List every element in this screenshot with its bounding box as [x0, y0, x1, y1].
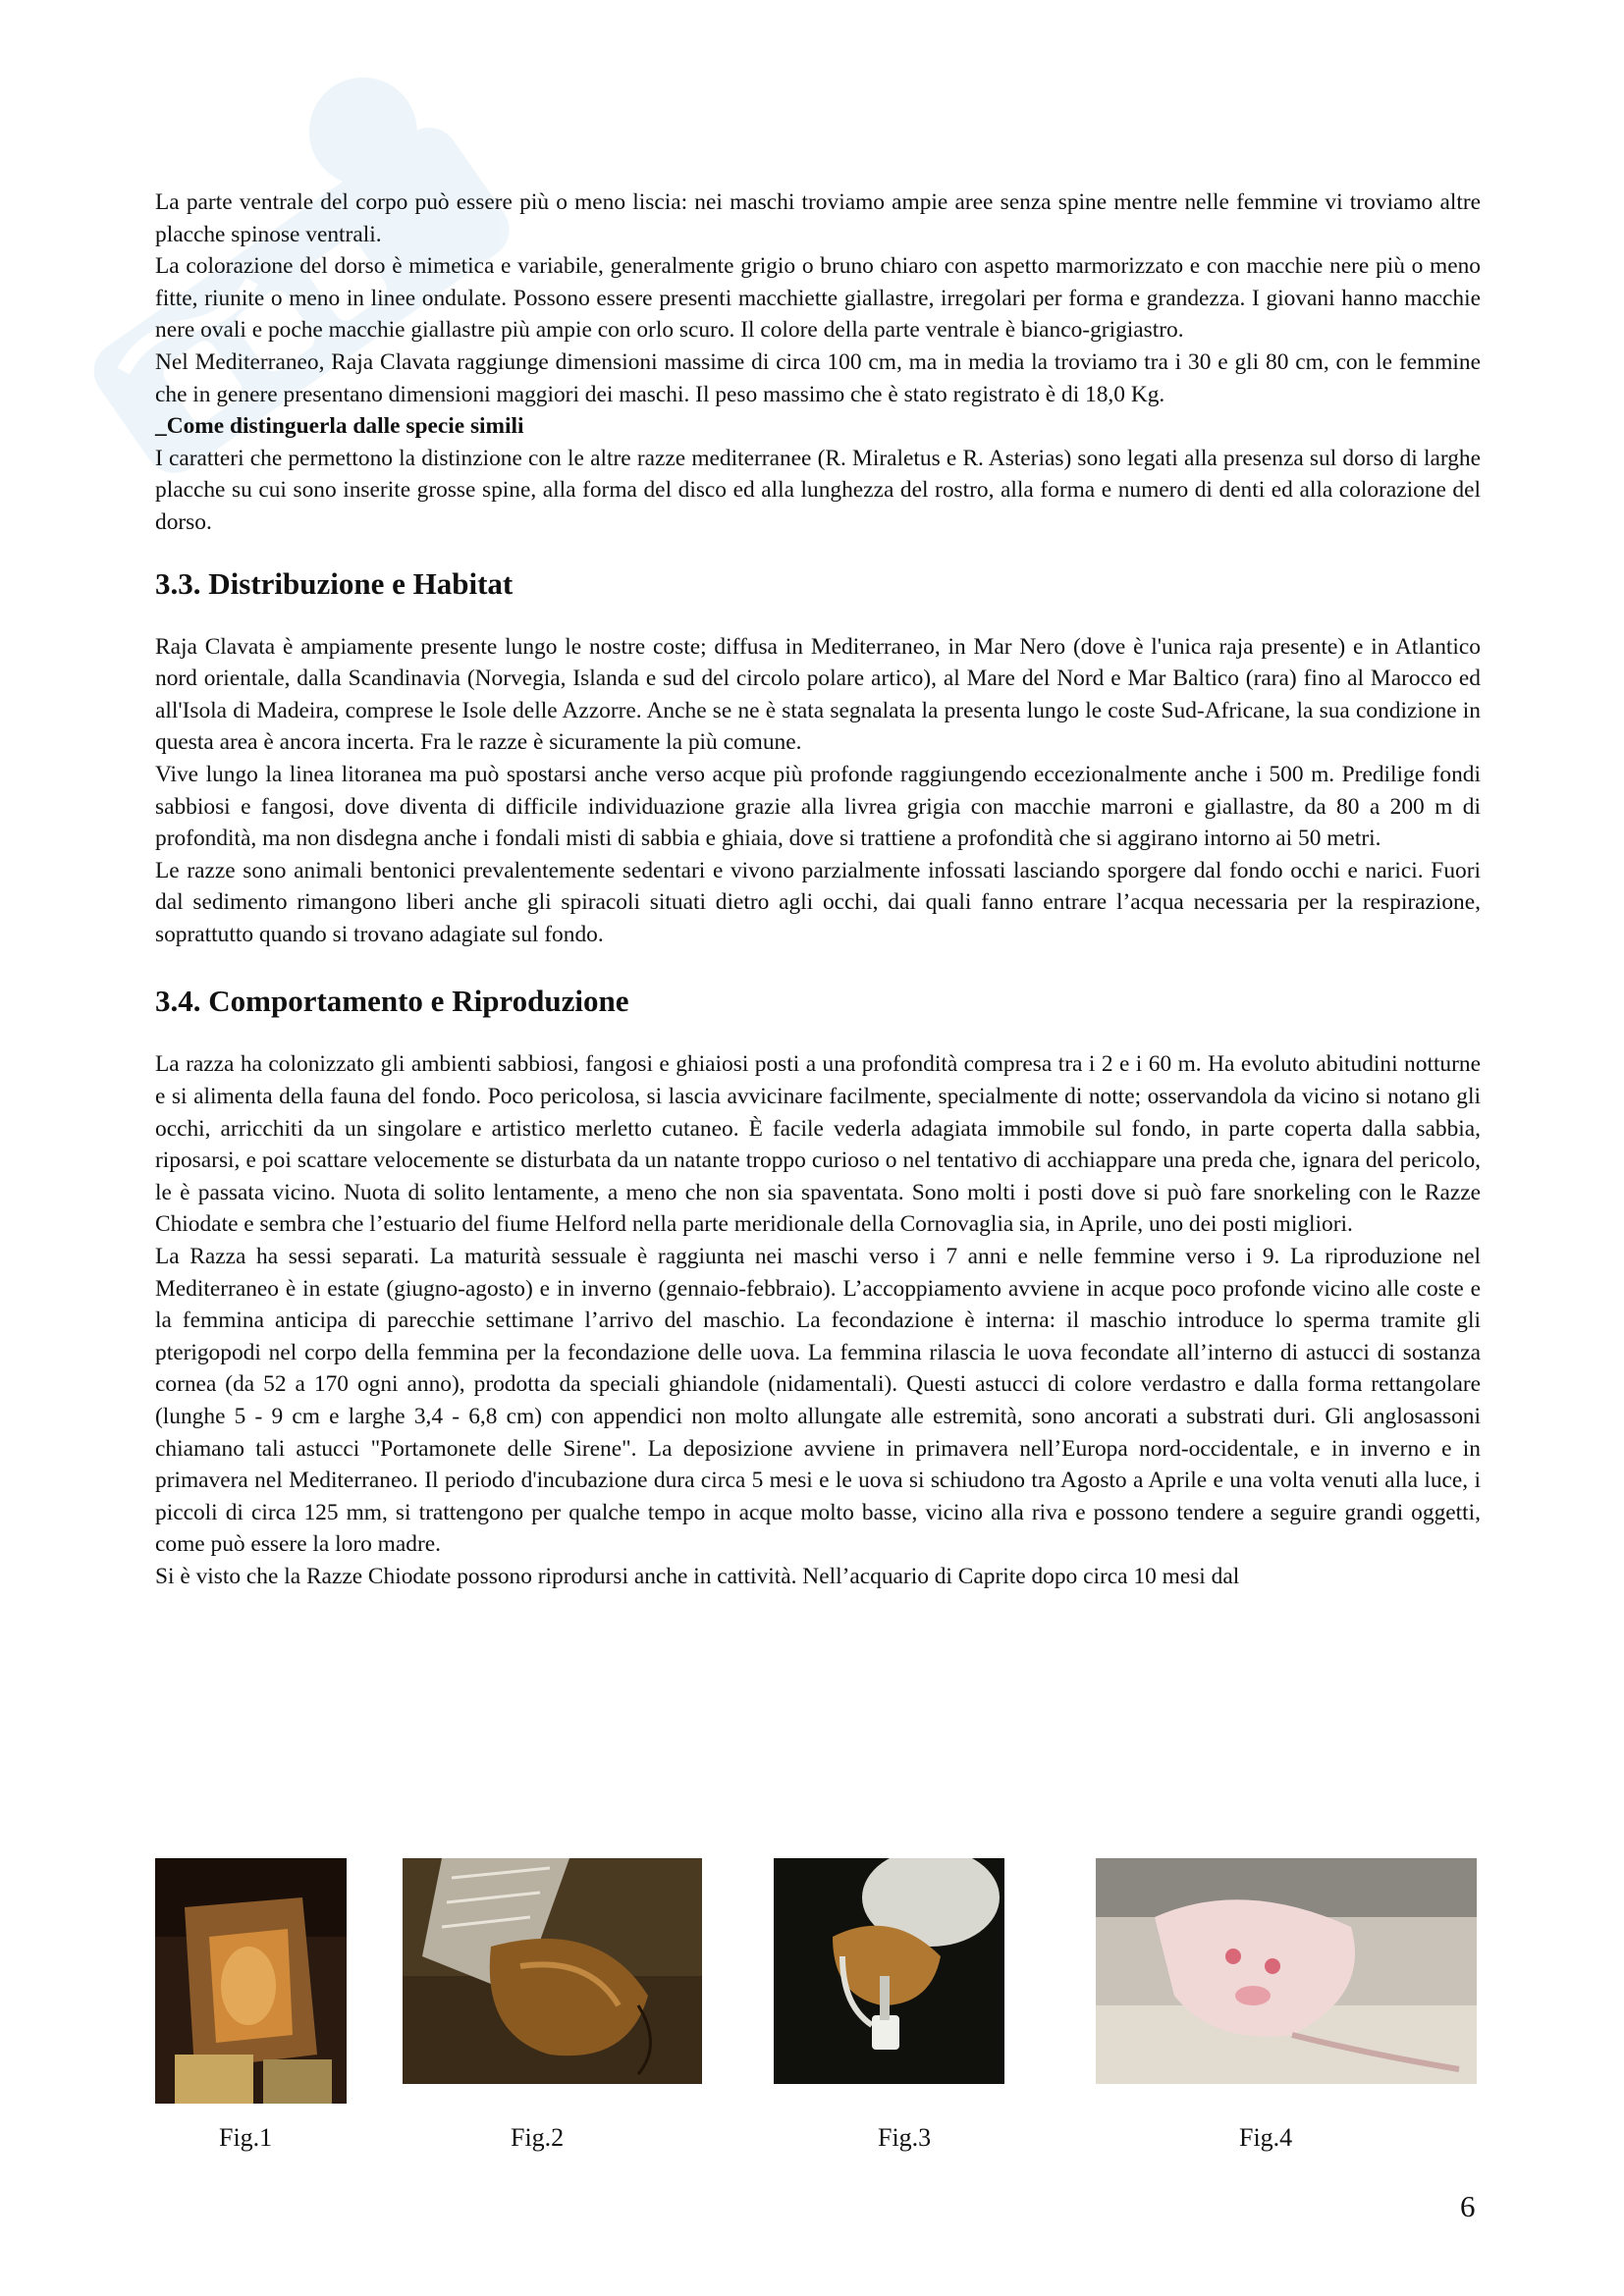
- figure-1-caption: Fig.1: [219, 2123, 273, 2152]
- paragraph-distribution: Raja Clavata è ampiamente presente lungo le nostre coste; diffusa in Mediterraneo, in Mar Nero (dove è l'unica raja presente) e in Atlantico nord orientale, dalla Scandinavia (Norvegia, Islanda e sud del circolo polare artico), al Mare del Nord e Mar Baltico (rara) fino al Marocco ed all'Isola di Madeira, comprese le Isole delle Azzorre. Anche se ne è stata segnalata la presenta lungo le coste Sud-Africane, la sua condizione in questa area è ancora incerta. Fra le razze è sicuramente la più comune.: [155, 633, 1481, 756]
- page-number: 6: [1460, 2189, 1476, 2223]
- paragraph-captivity: Si è visto che la Razze Chiodate possono riprodursi anche in cattività. Nell’acquario di Caprite dopo circa 10 mesi dal: [155, 1563, 1240, 1589]
- figure-4-photo: [1096, 1858, 1477, 2084]
- paragraph-distinguish: I caratteri che permettono la distinzione con le altre razze mediterranee (R. Miraletus e R. Asterias) sono legati alla presenza sul dorso di larghe placche su cui sono inserite grosse spine, alla forma del disco ed alla lunghezza del rostro, alla forma e numero di denti ed alla colorazione del dorso.: [155, 445, 1481, 535]
- figure-4-caption: Fig.4: [1239, 2123, 1293, 2152]
- figure-2-photo: [403, 1858, 702, 2084]
- paragraph-benthic: Le razze sono animali bentonici prevalentemente sedentari e vivono parzialmente infossati lasciando sporgere dal fondo occhi e narici. Fuori dal sedimento rimangono liberi anche gli spiracoli situati dietro agli occhi, dai quali fanno entrare l’acqua necessaria per la respirazione, soprattutto quando si trovano adagiate sul fondo.: [155, 857, 1481, 947]
- figure-3-caption: Fig.3: [878, 2123, 932, 2152]
- section-title-behaviour: 3.4. Comportamento e Riproduzione: [155, 984, 629, 1019]
- figure-2-caption: Fig.2: [511, 2123, 565, 2152]
- paragraph-behaviour: La razza ha colonizzato gli ambienti sabbiosi, fangosi e ghiaiosi posti a una profondità compresa tra i 2 e i 60 m. Ha evoluto abitudini notturne e si alimenta della fauna del fondo. Poco pericolosa, si lascia avvicinare facilmente, specialmente di notte; osservandola da vicino si notano gli occhi, arricchiti da un singolare e artistico merletto cutaneo. È facile vederla adagiata immobile sul fondo, in parte coperta dalla sabbia, riposarsi, e poi scattare velocemente se disturbata da un natante troppo curioso o nel tentativo di acchiappare una preda che, ignara del pericolo, le è passata vicino. Nuota di solito lentamente, a meno che non sia spaventata. Sono molti i posti dove si può fare snorkeling con le Razze Chiodate e sembra che l’estuario del fiume Helford nella parte meridionale della Cornovaglia sia, in Aprile, uno dei posti migliori.: [155, 1051, 1481, 1238]
- subheading-distinguish: _Come distinguerla dalle specie simili: [155, 413, 524, 440]
- paragraph-habitat: Vive lungo la linea litoranea ma può spostarsi anche verso acque più profonde raggiungendo eccezionalmente anche i 500 m. Predilige fondi sabbiosi e fangosi, dove diventa di difficile individuazione grazie alla livrea grigia con macchie marroni e giallastre, da 80 a 200 m di profondità, ma non disdegna anche i fondali misti di sabbia e ghiaia, dove si trattiene a profondità che si aggirano intorno ai 50 metri.: [155, 761, 1481, 852]
- document-body: [155, 187, 1481, 1593]
- figure-1-photo: [155, 1858, 347, 2104]
- figure-3-photo: [774, 1858, 1004, 2084]
- section-title-distribution: 3.3. Distribuzione e Habitat: [155, 565, 514, 601]
- paragraph-ventral: La parte ventrale del corpo può essere più o meno liscia: nei maschi troviamo ampie aree senza spine mentre nelle femmine vi troviamo altre placche spinose ventrali.: [155, 189, 1481, 247]
- paragraph-coloration: La colorazione del dorso è mimetica e variabile, generalmente grigio o bruno chiaro con aspetto marmorizzato e con macchie nere più o meno fitte, riunite o meno in linee ondulate. Possono essere presenti macchiette giallastre, irregolari per forma e grandezza. I giovani hanno macchie nere ovali e poche macchie giallastre più ampie con orlo scuro. Il colore della parte ventrale è bianco-grigiastro.: [155, 253, 1481, 344]
- paragraph-reproduction: La Razza ha sessi separati. La maturità sessuale è raggiunta nei maschi verso i 7 anni e nelle femmine verso i 9. La riproduzione nel Mediterraneo è in estate (giugno-agosto) e in inverno (gennaio-febbraio). L’accoppiamento avviene in acque poco profonde vicino alle coste e la femmina anticipa di parecchie settimane l’arrivo del maschio. La fecondazione è interna: il maschio introduce lo sperma tramite gli pterigopodi nel corpo della femmina per la fecondazione delle uova. La femmina rilascia le uova fecondate all’interno di astucci di sostanza cornea (da 52 a 170 ogni anno), prodotta da speciali ghiandole (nidamentali). Questi astucci di colore verdastro e dalla forma rettangolare (lunghe 5 - 9 cm e larghe 3,4 - 6,8 cm) con appendici non molto allungate alle estremità, sono ancorati a substrati duri. Gli anglosassoni chiamano tali astucci "Portamonete delle Sirene". La deposizione avviene in primavera nell’Europa nord-occidentale, e in inverno e in primavera nel Mediterraneo. Il periodo d'incubazione dura circa 5 mesi e le uova si schiudono tra Agosto a Aprile e una volta venuti alla luce, i piccoli di circa 125 mm, si trattengono per qualche tempo in acque molto basse, vicino alla riva e possono tendere a seguire grandi oggetti, come può essere la loro madre.: [155, 1244, 1481, 1558]
- paragraph-dimensions: Nel Mediterraneo, Raja Clavata raggiunge dimensioni massime di circa 100 cm, ma in media la troviamo tra i 30 e gli 80 cm, con le femmine che in genere presentano dimensioni maggiori dei maschi. Il peso massimo che è stato registrato è di 18,0 Kg.: [155, 348, 1481, 407]
- figure-row: [0, 1858, 1624, 2104]
